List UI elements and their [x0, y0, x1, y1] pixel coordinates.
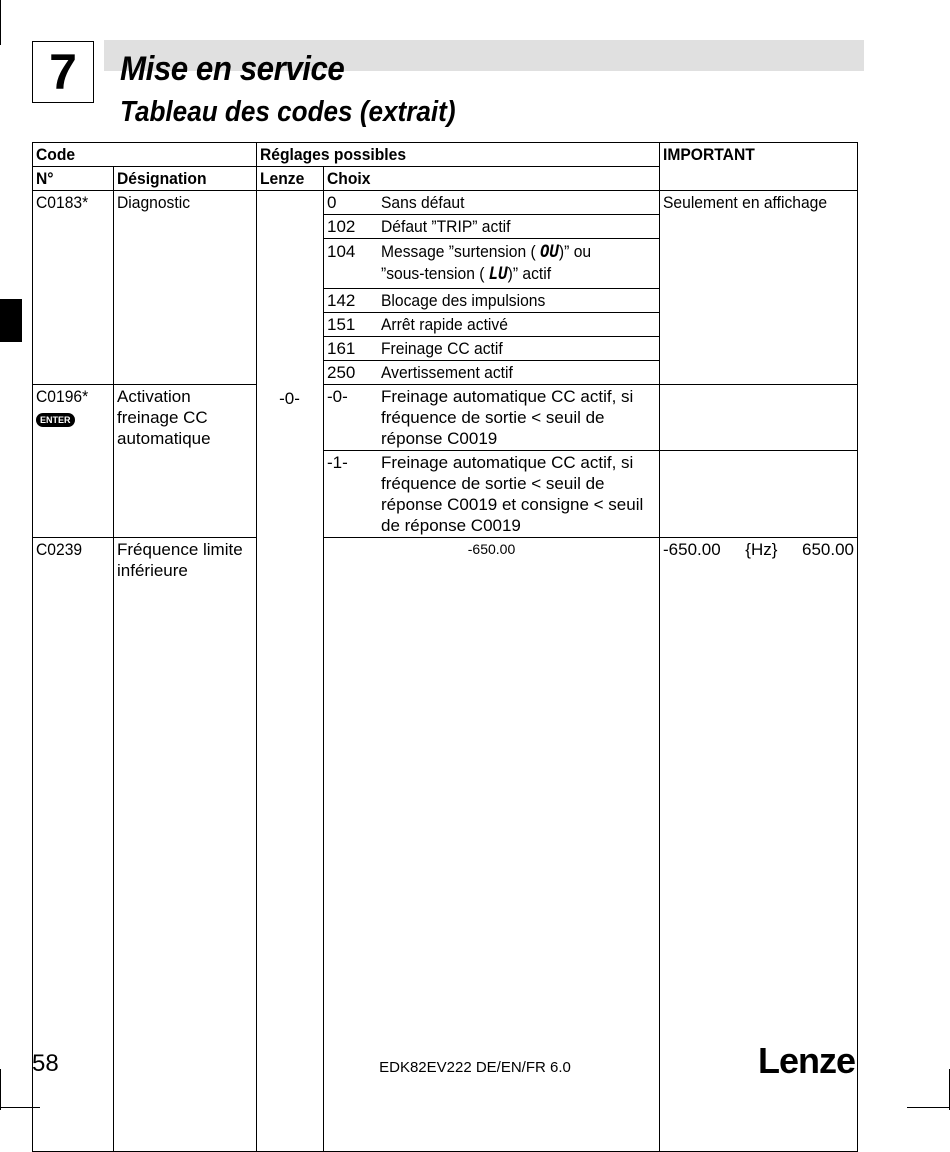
- table-header-row: [33, 143, 858, 167]
- range-unit: {Hz}: [745, 540, 778, 559]
- choice-cell: 142 Blocage des impulsions: [324, 289, 660, 313]
- chapter-number-box: 7: [32, 41, 94, 103]
- choice-cell: 250 Avertissement actif: [324, 361, 660, 385]
- important-cell: [660, 451, 858, 538]
- display-ou-icon: OU: [540, 242, 559, 262]
- document-reference: EDK82EV222 DE/EN/FR 6.0: [379, 1059, 571, 1076]
- important-cell: Seulement en affichage: [660, 191, 858, 385]
- lenze-cell: -650.00: [324, 538, 660, 1152]
- choice-cell: -0- Freinage automatique CC actif, si fréquence de sortie < seuil de réponse C0019: [324, 385, 660, 451]
- choice-cell: 0 Sans défaut: [324, 191, 660, 215]
- header-reglages: Réglages possibles: [257, 143, 660, 167]
- header-choix: Choix: [324, 167, 660, 191]
- code-cell: C0183*: [33, 191, 114, 385]
- choice-cell: 104 Message ”surtension ( OU)” ou ”sous-tension ( LU)” actif: [324, 239, 660, 289]
- lenze-logo: Lenze: [758, 1040, 856, 1081]
- crop-mark: [907, 1107, 950, 1108]
- crop-mark: [0, 0, 1, 45]
- value-range: [663, 539, 854, 560]
- lenze-default-c0196: -0-: [279, 389, 300, 408]
- choice-cell: 102 Défaut ”TRIP” actif: [324, 215, 660, 239]
- table-row: [33, 385, 858, 451]
- page-number: 58: [32, 1050, 59, 1077]
- header-designation: Désignation: [114, 167, 257, 191]
- choice-cell: 151 Arrêt rapide activé: [324, 313, 660, 337]
- header-lenze: Lenze: [257, 167, 324, 191]
- choice-cell: 161 Freinage CC actif: [324, 337, 660, 361]
- choice-cell: -1- Freinage automatique CC actif, si fréquence de sortie < seuil de réponse C0019 et consigne < seuil de réponse C0019: [324, 451, 660, 538]
- chapter-side-tab: [0, 299, 22, 342]
- codes-table: [32, 142, 858, 1152]
- page-subtitle: Tableau des codes (extrait): [120, 96, 456, 128]
- code-cell: C0239: [33, 538, 114, 1152]
- table-row: [33, 191, 858, 215]
- lenze-cell: [257, 191, 324, 1152]
- range-max: 650.00: [802, 540, 855, 559]
- designation-cell: Activation freinage CC automatique: [114, 385, 257, 538]
- designation-cell: Fréquence limite inférieure: [114, 538, 257, 1152]
- page-title: Mise en service: [120, 50, 345, 88]
- important-cell: [660, 385, 858, 451]
- header-important: IMPORTANT: [660, 143, 858, 191]
- display-lu-icon: LU: [488, 264, 508, 284]
- range-min: -650.00: [663, 540, 721, 559]
- designation-cell: Diagnostic: [114, 191, 257, 385]
- code-cell: C0196* ENTER: [33, 385, 114, 538]
- header-code: Code: [33, 143, 257, 167]
- header-no: N°: [33, 167, 114, 191]
- enter-key-icon: ENTER: [36, 413, 75, 427]
